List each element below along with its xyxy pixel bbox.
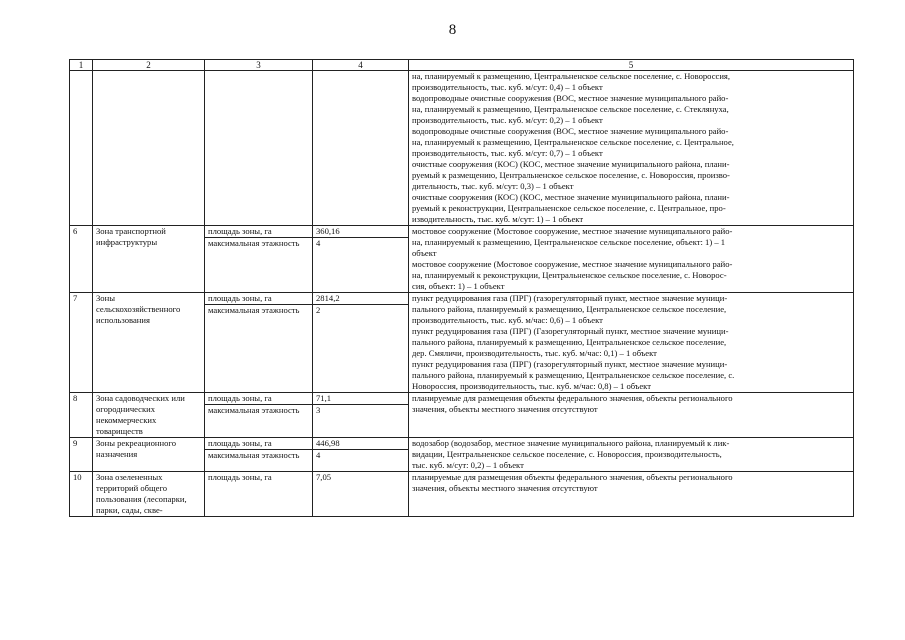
table-row bbox=[70, 393, 854, 438]
cell-num: 6 bbox=[70, 226, 93, 293]
param-value: 71,1 bbox=[316, 393, 332, 403]
param-value: 360,16 bbox=[316, 226, 340, 236]
cell-objects bbox=[409, 472, 854, 517]
cell-param-value bbox=[313, 226, 409, 293]
cell-param-label bbox=[205, 293, 313, 393]
objects-line: на, планируемый к реконструкции, Центральненское сельское поселение, с. Новорос- bbox=[412, 270, 727, 280]
param-label: максимальная этажность bbox=[205, 237, 312, 249]
cell-param-label bbox=[205, 226, 313, 293]
param-label: площадь зоны, га bbox=[208, 393, 272, 403]
table-row bbox=[70, 293, 854, 393]
objects-line: видации, Центральненское сельское поселение, с. Новороссия, производительность, bbox=[412, 449, 722, 459]
param-label: площадь зоны, га bbox=[208, 438, 272, 448]
header-col-2: 2 bbox=[93, 60, 205, 71]
objects-line: на, планируемый к размещению, Центральненское сельское поселение, с. Новороссия, bbox=[412, 71, 731, 81]
objects-line: дер. Смяличи, производительность, тыс. куб. м/час: 0,1) – 1 объект bbox=[412, 348, 657, 358]
objects-line: руемый к реконструкции, Центральненское сельское поселение, с. Центральное, про- bbox=[412, 203, 726, 213]
header-col-1: 1 bbox=[70, 60, 93, 71]
objects-line: пункт редуцирования газа (ПРГ) (Газорегуляторный пункт, местное значение муници- bbox=[412, 326, 729, 336]
cell-num: 7 bbox=[70, 293, 93, 393]
cell-param-label bbox=[205, 393, 313, 438]
objects-line: сия, объект: 1) – 1 объект bbox=[412, 281, 505, 291]
cell-param-value bbox=[313, 472, 409, 517]
page-number: 8 bbox=[448, 22, 457, 38]
header-col-5: 5 bbox=[409, 60, 854, 71]
objects-line: объект bbox=[412, 248, 437, 258]
table-row bbox=[70, 438, 854, 472]
objects-line: водопроводные очистные сооружения (ВОС, местное значение муниципального райо- bbox=[412, 93, 729, 103]
param-value: 446,98 bbox=[316, 438, 340, 448]
param-label: площадь зоны, га bbox=[208, 226, 272, 236]
header-row bbox=[70, 60, 854, 71]
objects-line: пункт редуцирования газа (ПРГ) (газорегуляторный пункт, местное значение муници- bbox=[412, 293, 728, 303]
header-col-4: 4 bbox=[313, 60, 409, 71]
objects-line: значения, объекты местного значения отсутствуют bbox=[412, 404, 598, 414]
objects-line: Новороссия, производительность, тыс. куб. м/час: 0,8) – 1 объект bbox=[412, 381, 651, 391]
cell-param-label bbox=[205, 71, 313, 226]
objects-line: руемый к размещению, Центральненское сельское поселение, с. Новороссия, произво- bbox=[412, 170, 730, 180]
zones-table bbox=[69, 59, 854, 517]
cell-num: 9 bbox=[70, 438, 93, 472]
cell-param-value bbox=[313, 438, 409, 472]
header-col-3: 3 bbox=[205, 60, 313, 71]
objects-line: водозабор (водозабор, местное значение муниципального района, планируемый к лик- bbox=[412, 438, 730, 448]
cell-objects bbox=[409, 226, 854, 293]
cell-param-value bbox=[313, 293, 409, 393]
objects-line: изводительность, тыс. куб. м/сут: 1) – 1 объект bbox=[412, 214, 584, 224]
cell-num: 8 bbox=[70, 393, 93, 438]
cell-zone bbox=[93, 71, 205, 226]
objects-line: пункт редуцирования газа (ПРГ) (газорегуляторный пункт, местное значение муници- bbox=[412, 359, 728, 369]
table-body bbox=[70, 71, 854, 517]
cell-param-label bbox=[205, 472, 313, 517]
table-row bbox=[70, 472, 854, 517]
param-label: максимальная этажность bbox=[205, 304, 312, 316]
cell-zone: Зона озелененных территорий общего пользования (лесопарки, парки, сады, скве- bbox=[93, 472, 205, 517]
objects-line: планируемые для размещения объекты федерального значения, объекты регионального bbox=[412, 393, 733, 403]
objects-line: на, планируемый к размещению, Центральненское сельское поселение, с. Центральное, bbox=[412, 137, 734, 147]
param-label: площадь зоны, га bbox=[208, 293, 272, 303]
objects-line: пального района, планируемый к размещению, Центральненское сельское поселение, bbox=[412, 304, 727, 314]
cell-num bbox=[70, 71, 93, 226]
objects-line: значения, объекты местного значения отсутствуют bbox=[412, 483, 598, 493]
objects-line: на, планируемый к размещению, Центральненское сельское поселение, объект: 1) – 1 bbox=[412, 237, 726, 247]
cell-param-value bbox=[313, 393, 409, 438]
param-value: 2814,2 bbox=[316, 293, 340, 303]
objects-line: дительность, тыс. куб. м/сут: 0,3) – 1 объект bbox=[412, 181, 574, 191]
param-value: 3 bbox=[313, 404, 408, 416]
cell-zone: Зоны рекреационного назначения bbox=[93, 438, 205, 472]
param-value: 4 bbox=[313, 449, 408, 461]
objects-line: производительность, тыс. куб. м/сут: 0,4) – 1 объект bbox=[412, 82, 603, 92]
cell-objects bbox=[409, 393, 854, 438]
param-label: максимальная этажность bbox=[205, 449, 312, 461]
objects-line: производительность, тыс. куб. м/сут: 0,7) – 1 объект bbox=[412, 148, 603, 158]
table-row-continuation bbox=[70, 71, 854, 226]
objects-line: пального района, планируемый к размещению, Центральненское сельское поселение, bbox=[412, 337, 727, 347]
objects-line: производительность, тыс. куб. м/сут: 0,2) – 1 объект bbox=[412, 115, 603, 125]
cell-objects bbox=[409, 293, 854, 393]
objects-line: на, планируемый к размещению, Центральненское сельское поселение, с. Стеклянуха, bbox=[412, 104, 729, 114]
objects-line: очистные сооружения (КОС) (КОС, местное значение муниципального района, плани- bbox=[412, 159, 730, 169]
objects-line: тыс. куб. м/сут: 0,2) – 1 объект bbox=[412, 460, 524, 470]
cell-zone: Зона транспортной инфраструктуры bbox=[93, 226, 205, 293]
param-label: максимальная этажность bbox=[205, 404, 312, 416]
objects-line: очистные сооружения (КОС) (КОС, местное значение муниципального района, плани- bbox=[412, 192, 730, 202]
objects-line: планируемые для размещения объекты федерального значения, объекты регионального bbox=[412, 472, 733, 482]
cell-param-value bbox=[313, 71, 409, 226]
param-label: площадь зоны, га bbox=[208, 472, 272, 482]
table-row bbox=[70, 226, 854, 293]
cell-objects bbox=[409, 71, 854, 226]
objects-line: мостовое сооружение (Мостовое сооружение, местное значение муниципального райо- bbox=[412, 226, 733, 236]
param-value: 2 bbox=[313, 304, 408, 316]
param-value: 7,05 bbox=[316, 472, 332, 482]
cell-zone: Зоны сельскохозяйственного использования bbox=[93, 293, 205, 393]
objects-line: пального района, планируемый к размещению, Центральненское сельское поселение, с. bbox=[412, 370, 735, 380]
param-value: 4 bbox=[313, 237, 408, 249]
cell-num: 10 bbox=[70, 472, 93, 517]
cell-param-label bbox=[205, 438, 313, 472]
objects-line: водопроводные очистные сооружения (ВОС, местное значение муниципального райо- bbox=[412, 126, 729, 136]
objects-line: мостовое сооружение (Мостовое сооружение, местное значение муниципального райо- bbox=[412, 259, 733, 269]
cell-zone: Зона садоводческих или огороднических некоммерческих товариществ bbox=[93, 393, 205, 438]
cell-objects bbox=[409, 438, 854, 472]
objects-line: производительность, тыс. куб. м/час: 0,6) – 1 объект bbox=[412, 315, 603, 325]
